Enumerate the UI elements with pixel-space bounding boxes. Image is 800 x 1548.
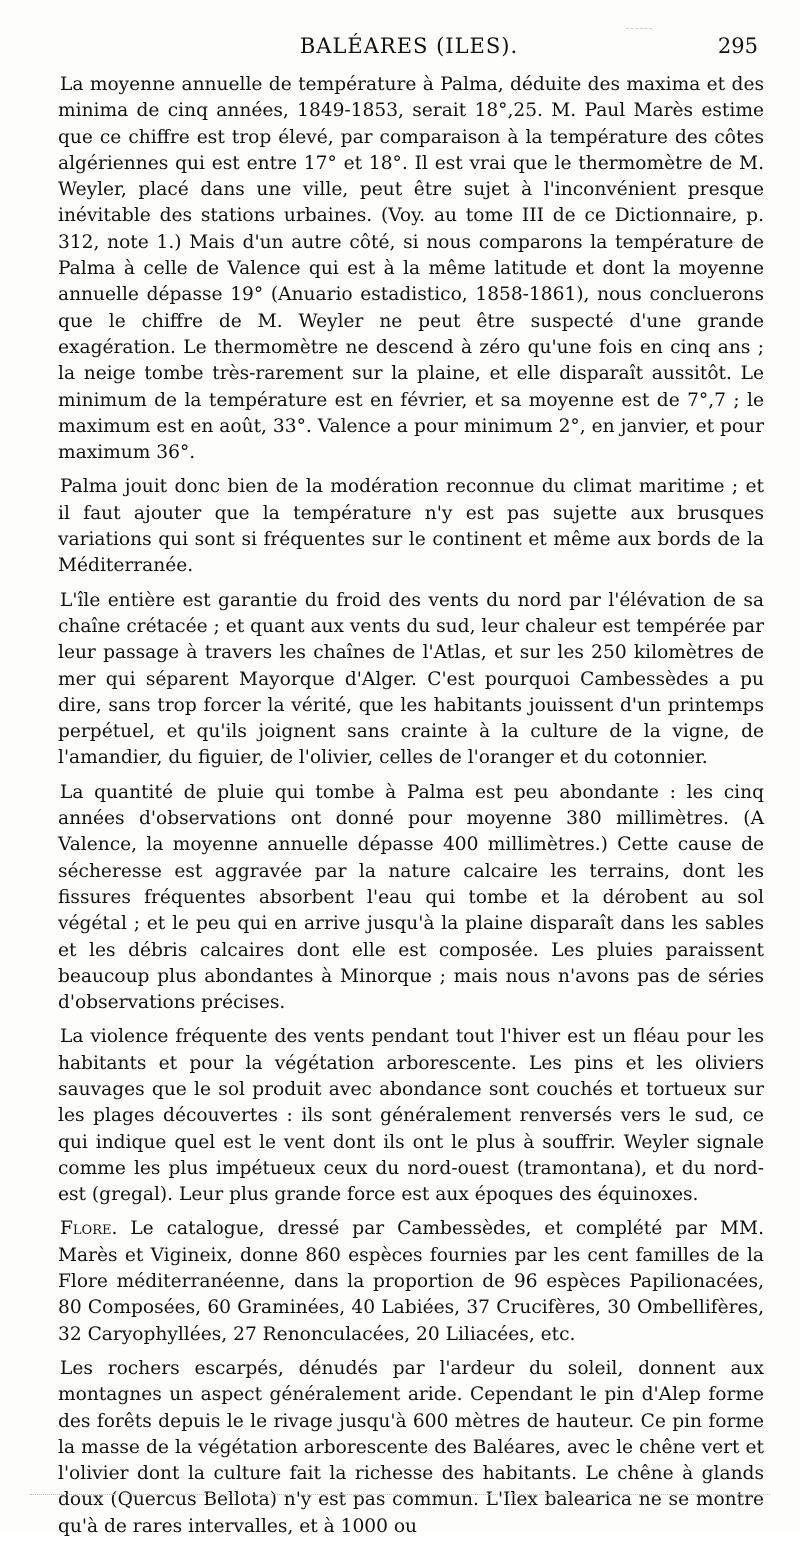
page-number: 295 — [717, 34, 758, 58]
paragraph: Les rochers escarpés, dénudés par l'ardeur du soleil, donnent aux montagnes un aspect généralement aride. Cependant le pin d'Alep forme des forêts depuis le le rivage jusqu'à 600 mètres de hauteur. Ce pin forme la masse de la végétation arborescente des Baléares, avec le chêne vert et l'olivier dont la culture fait la richesse des habitants. Le chêne à glands doux (Quercus Bellota) n'y est pas commun. L'Ilex balearica ne se montre qu'à de rares intervalles, et à 1000 ou — [58, 1357, 764, 1537]
paragraph: La moyenne annuelle de température à Palma, déduite des maxima et des minima de cinq années, 1849-1853, serait 18°,25. M. Paul Marès estime que ce chiffre est trop élevé, par comparaison à la température des côtes algériennes qui est entre 17° et 18°. Il est vrai que le thermomètre de M. Weyler, placé dans une ville, peut être sujet à l'inconvénient presque inévitable des stations urbaines. (Voy. au tome III de ce Dictionnaire, p. 312, note 1.) Mais d'un autre côté, si nous comparons la température de Palma à celle de Valence qui est à la même latitude et dont la moyenne annuelle dépasse 19° (Anuario estadistico, 1858-1861), nous concluerons que le chiffre de M. Weyler ne peut être suspecté d'une grande exagération. Le thermomètre ne descend à zéro qu'une fois en cinq ans ; la neige tombe très-rarement sur la plaine, et elle disparaît aussitôt. Le minimum de la température est en février, et sa moyenne est de 7°,7 ; le maximum est en août, 33°. Valence a pour minimum 2°, en janvier, et pour maximum 36°. — [58, 74, 764, 464]
page-header — [58, 34, 760, 68]
paragraph: La quantité de pluie qui tombe à Palma est peu abondante : les cinq années d'observations ont donné pour moyenne 380 millimètres. (A Valence, la moyenne annuelle dépasse 400 millimètres.) Cette cause de sécheresse est aggravée par la nature calcaire les terrains, dont les fissures fréquentes absorbent l'eau qui tombe et la dérobent au sol végétal ; et le peu qui en arrive jusqu'à la plaine disparaît dans les sables et les débris calcaires dont elle est composée. Les pluies paraissent beaucoup plus abondantes à Minorque ; mais nous n'avons pas de séries d'observations précises. — [58, 781, 764, 1014]
paragraph: Palma jouit donc bien de la modération reconnue du climat maritime ; et il faut ajouter que la température n'y est pas sujette aux brusques variations qui sont si fréquentes sur le continent et même aux bords de la Méditerranée. — [58, 476, 764, 577]
body-text — [58, 72, 764, 1548]
paragraph-flore-text: Le catalogue, dressé par Cambessèdes, et complété par MM. Marès et Vigineix, donne 860 espèces fournies par les cent familles de la Flore méditerranéenne, dans la proportion de 96 espèces Papilionacées, 80 Composées, 60 Graminées, 40 Labiées, 37 Crucifères, 30 Ombellifères, 32 Caryophyllées, 27 Renonculacées, 20 Liliacées, etc. — [58, 1218, 764, 1345]
paragraph: L'île entière est garantie du froid des vents du nord par l'élévation de sa chaîne crétacée ; et quant aux vents du sud, leur chaleur est tempérée par leur passage à travers les chaînes de l'Atlas, et sur les 250 kilomètres de mer qui séparent Mayorque d'Alger. C'est pourquoi Cambessèdes a pu dire, sans trop forcer la vérité, que les habitants jouissent d'un printemps perpétuel, et qu'ils joignent sans crainte à la culture de la vigne, de l'amandier, du figuier, de l'olivier, celles de l'oranger et du cotonnier. — [58, 589, 764, 769]
paragraph: La violence fréquente des vents pendant tout l'hiver est un fléau pour les habitants et pour la végétation arborescente. Les pins et les oliviers sauvages que le sol produit avec abondance sont couchés et tortueux sur les plages découvertes : ils sont généralement renversés vers le sud, ce qui indique quel est le vent dont ils ont le plus à souffrir. Weyler signale comme les plus impétueux ceux du nord-ouest (tramontana), et du nord-est (gregal). Leur plus grande force est aux époques des équinoxes. — [58, 1026, 764, 1206]
bottom-scan-rule — [30, 1494, 770, 1496]
paragraph-flore — [58, 1216, 764, 1347]
scan-mark — [626, 28, 652, 30]
section-label-flore: Flore. — [60, 1218, 118, 1240]
running-title: BALÉARES (ILES). — [299, 34, 519, 58]
